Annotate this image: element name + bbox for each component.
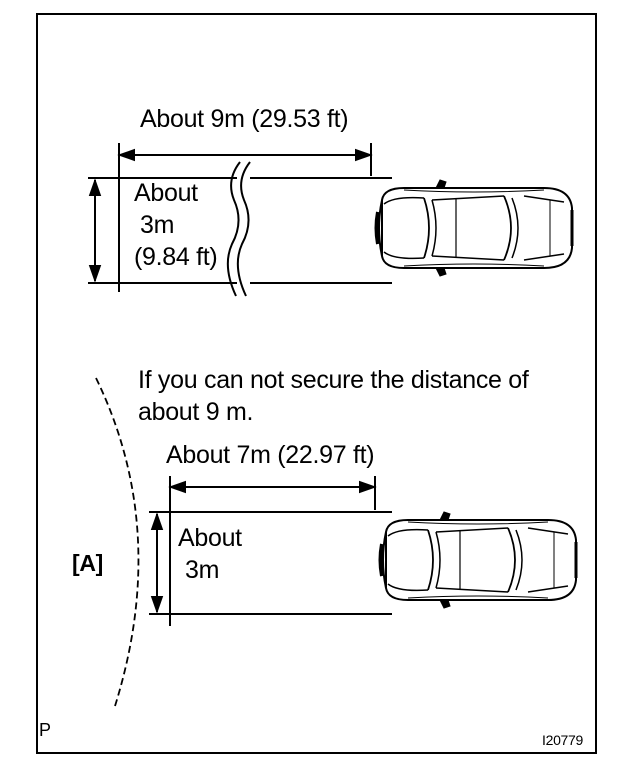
note-line1: If you can not secure the distance of [138, 366, 529, 394]
top-dimension-box [88, 143, 392, 296]
top-car [377, 180, 573, 276]
top-width-label-line1: About [134, 179, 198, 207]
top-width-label-line2: 3m [140, 211, 175, 239]
corner-letter: P [39, 720, 51, 740]
bottom-car [381, 512, 577, 608]
bottom-width-label-line1: About [178, 524, 242, 552]
figure-id: I20779 [542, 732, 584, 748]
top-width-label-line3: (9.84 ft) [134, 243, 218, 271]
area-a-boundary-arc [96, 378, 138, 706]
bottom-width-label-line2: 3m [185, 556, 220, 584]
note-line2: about 9 m. [138, 398, 254, 426]
top-length-label: About 9m (29.53 ft) [140, 105, 349, 133]
bottom-length-label: About 7m (22.97 ft) [166, 441, 375, 469]
area-a-marker: [A] [72, 550, 104, 576]
